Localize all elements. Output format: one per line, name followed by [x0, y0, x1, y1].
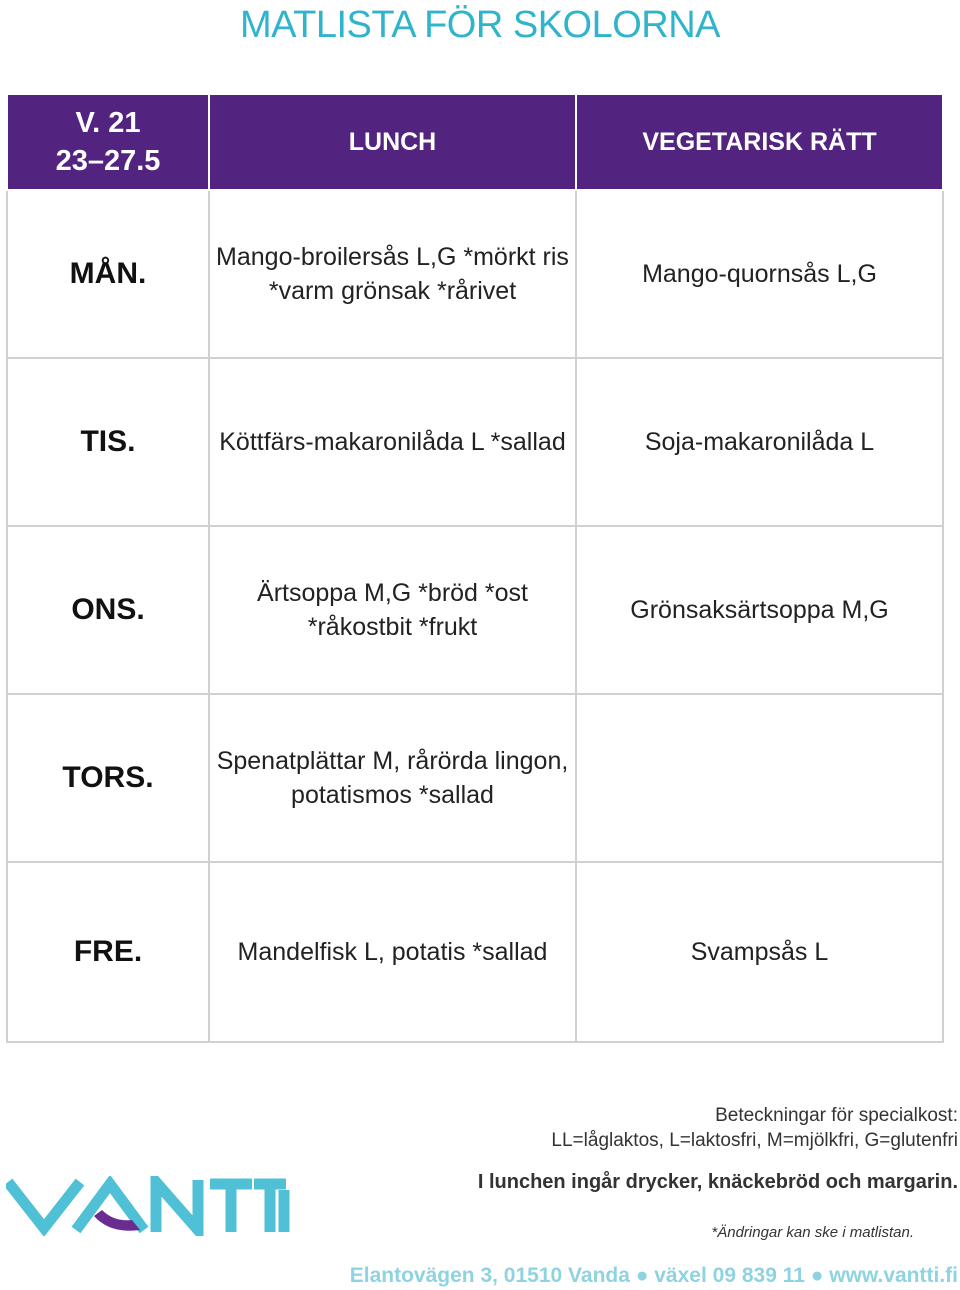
- day-wednesday: ONS.: [7, 526, 209, 694]
- day-tuesday: TIS.: [7, 358, 209, 526]
- table-row: [7, 526, 943, 694]
- day-friday: FRE.: [7, 862, 209, 1042]
- header-row: [7, 94, 943, 190]
- lunch-included-note: I lunchen ingår drycker, knäckebröd och margarin.: [477, 1171, 958, 1193]
- vegetarian-friday: Svampsås L: [576, 862, 943, 1042]
- vegetarian-thursday: [576, 694, 943, 862]
- week-dates: 23–27.5: [55, 145, 161, 177]
- diet-legend: LL=låglaktos, L=laktosfri, M=mjölkfri, G=glutenfri: [551, 1130, 958, 1151]
- vantti-logo-icon: [6, 1176, 290, 1236]
- week-header: [7, 94, 209, 190]
- vegetarian-header: VEGETARISK RÄTT: [576, 94, 943, 190]
- footer-address: Elantovägen 3, 01510 Vanda ● växel 09 839 11 ● www.vantti.fi: [349, 1264, 958, 1287]
- day-monday: MÅN.: [7, 190, 209, 358]
- lunch-wednesday: Ärtsoppa M,G *bröd *ost *råkostbit *frukt: [209, 526, 576, 694]
- diet-notes-heading: Beteckningar för specialkost:: [715, 1105, 958, 1126]
- lunch-thursday: Spenatplättar M, rårörda lingon, potatismos *sallad: [209, 694, 576, 862]
- vegetarian-wednesday: Grönsaksärtsoppa M,G: [576, 526, 943, 694]
- table-row: [7, 694, 943, 862]
- table-row: [7, 862, 943, 1042]
- table-row: [7, 358, 943, 526]
- lunch-header: LUNCH: [209, 94, 576, 190]
- vegetarian-monday: Mango-quornsås L,G: [576, 190, 943, 358]
- week-number: V. 21: [75, 107, 141, 139]
- day-thursday: TORS.: [7, 694, 209, 862]
- page-title: MATLISTA FÖR SKOLORNA: [239, 4, 721, 46]
- vegetarian-tuesday: Soja-makaronilåda L: [576, 358, 943, 526]
- diet-notes: [551, 1103, 958, 1153]
- lunch-tuesday: Köttfärs-makaronilåda L *sallad: [209, 358, 576, 526]
- menu-table: [6, 93, 944, 1043]
- table-row: [7, 190, 943, 358]
- lunch-monday: Mango-broilersås L,G *mörkt ris *varm grönsak *rårivet: [209, 190, 576, 358]
- changes-note: *Ändringar kan ske i matlistan.: [711, 1224, 914, 1241]
- lunch-friday: Mandelfisk L, potatis *sallad: [209, 862, 576, 1042]
